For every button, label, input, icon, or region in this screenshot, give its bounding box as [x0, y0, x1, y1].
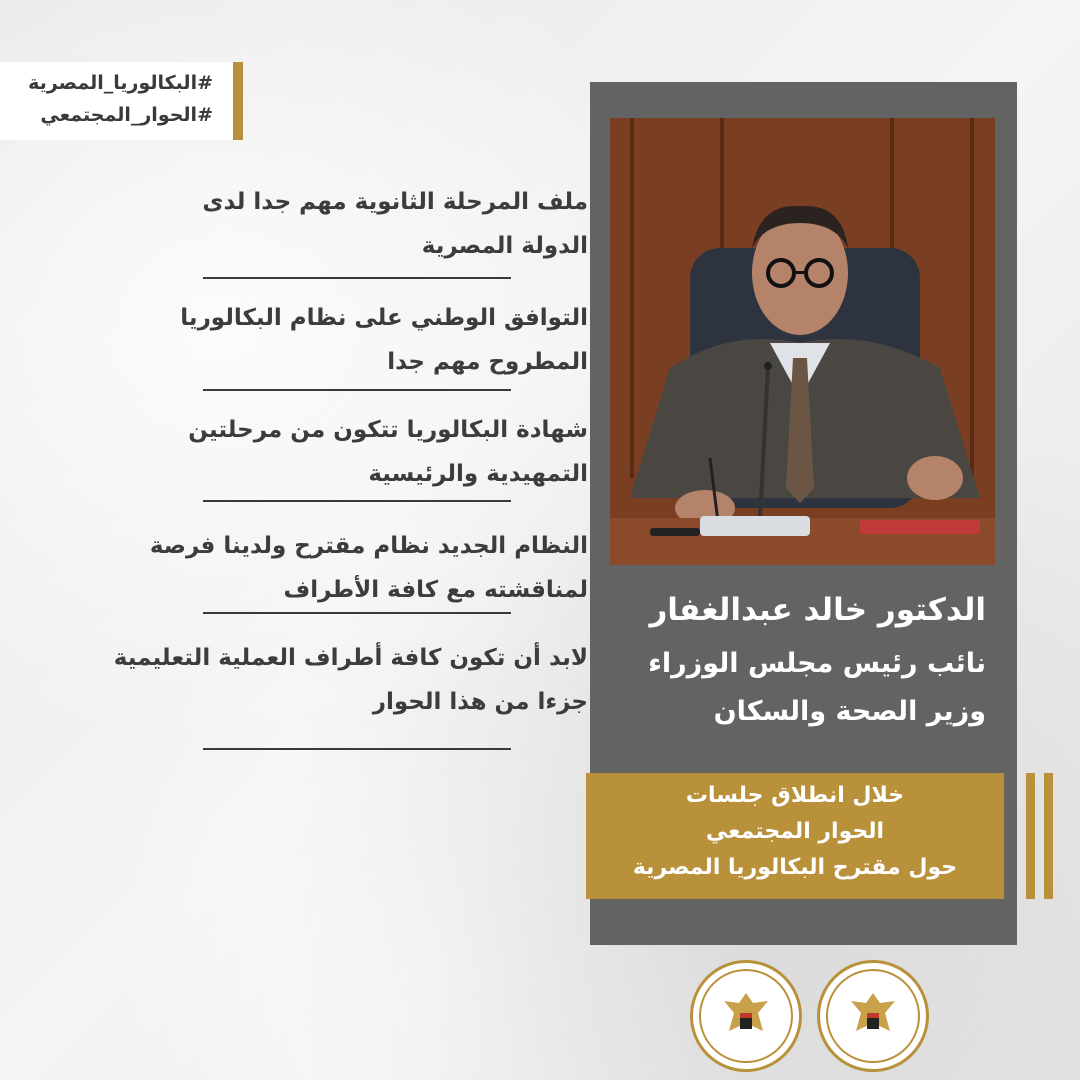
event-accent-stripe: [1026, 773, 1035, 899]
event-line3: حول مقترح البكالوريا المصرية: [632, 855, 958, 880]
speaker-name: الدكتور خالد عبدالغفار: [649, 592, 986, 628]
hashtag-box: [0, 62, 243, 140]
event-accent-stripe: [1044, 773, 1053, 899]
point-1-line1: ملف المرحلة الثانوية مهم جدا لدى: [202, 189, 588, 215]
point-1-line2: الدولة المصرية: [421, 233, 588, 259]
event-line2: الحوار المجتمعي: [705, 819, 885, 844]
speaker-role-health-minister: وزير الصحة والسكان: [713, 696, 986, 727]
divider: [203, 389, 511, 391]
hashtag-dialogue[interactable]: #الحوار_المجتمعي: [40, 104, 213, 126]
higher-education-logo: [690, 960, 802, 1072]
divider: [203, 500, 511, 502]
divider: [203, 748, 511, 750]
point-5: [108, 636, 588, 724]
point-4-line1: النظام الجديد نظام مقترح ولدينا فرصة: [149, 533, 588, 559]
eagle-emblem-icon: [820, 963, 926, 1069]
hashtag-accent-bar: [233, 62, 243, 140]
event-box: [586, 773, 1004, 899]
point-2-line2: المطروح مهم جدا: [387, 349, 588, 375]
divider: [203, 277, 511, 279]
point-3-line2: التمهيدية والرئيسية: [368, 461, 588, 487]
point-2-line1: التوافق الوطني على نظام البكالوريا: [180, 305, 588, 331]
point-4-line2: لمناقشته مع كافة الأطراف: [283, 577, 588, 603]
speaker-role-deputy-pm: نائب رئيس مجلس الوزراء: [648, 648, 986, 679]
speaker-photo-illustration: [610, 118, 995, 565]
event-line1: خلال انطلاق جلسات: [685, 783, 905, 808]
hashtag-baccalaureate[interactable]: #البكالوريا_المصرية: [28, 72, 213, 94]
education-ministry-logo: [817, 960, 929, 1072]
speaker-photo: [610, 118, 995, 565]
divider: [203, 612, 511, 614]
point-1: [108, 180, 588, 268]
point-5-line1: لابد أن تكون كافة أطراف العملية التعليمية: [113, 645, 588, 671]
point-4: [108, 524, 588, 612]
eagle-emblem-icon: [693, 963, 799, 1069]
point-2: [108, 296, 588, 384]
point-5-line2: جزءا من هذا الحوار: [372, 689, 588, 715]
point-3-line1: شهادة البكالوريا تتكون من مرحلتين: [188, 417, 588, 443]
point-3: [108, 408, 588, 496]
